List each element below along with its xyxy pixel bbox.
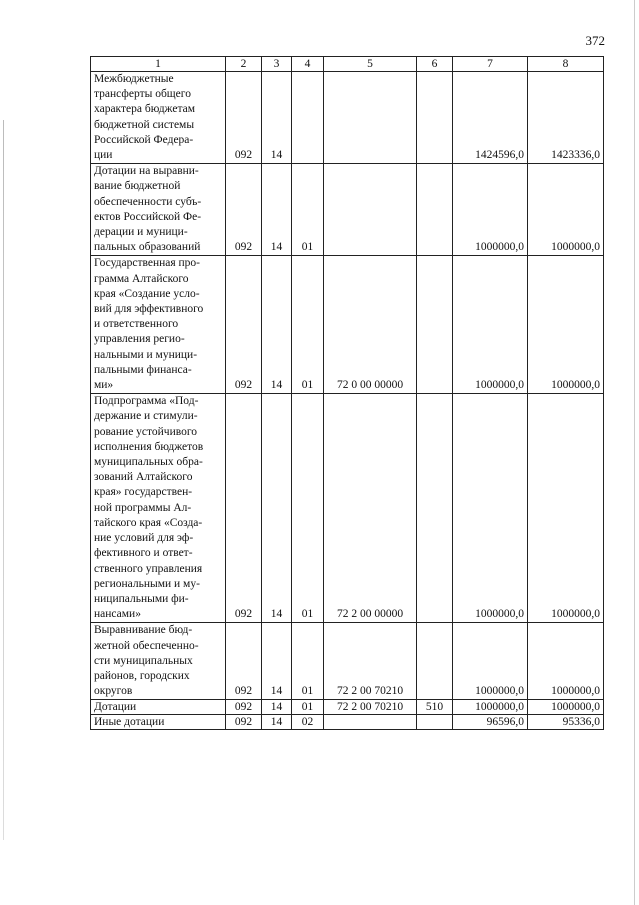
row-name: Выравнивание бюд- жетной обеспеченно- сти муниципальных районов, городских округов — [91, 623, 226, 700]
table-row — [91, 700, 604, 715]
column-header: 8 — [528, 57, 604, 72]
target-code — [324, 715, 417, 730]
scan-edge-right — [634, 0, 635, 905]
section-code: 14 — [262, 700, 292, 715]
amount-col7: 1000000,0 — [453, 256, 528, 394]
table-row — [91, 72, 604, 164]
amount-col8: 1000000,0 — [528, 623, 604, 700]
amount-col8: 1000000,0 — [528, 700, 604, 715]
row-name: Иные дотации — [91, 715, 226, 730]
column-header: 3 — [262, 57, 292, 72]
column-header: 4 — [292, 57, 324, 72]
section-code: 14 — [262, 394, 292, 623]
ministry-code: 092 — [226, 256, 262, 394]
row-name: Дотации — [91, 700, 226, 715]
amount-col7: 1000000,0 — [453, 394, 528, 623]
section-code: 14 — [262, 256, 292, 394]
section-code: 14 — [262, 164, 292, 256]
subsection-code: 01 — [292, 256, 324, 394]
expense-type-code — [417, 164, 453, 256]
expense-type-code — [417, 623, 453, 700]
expense-type-code — [417, 72, 453, 164]
table-header-row — [91, 57, 604, 72]
table-row — [91, 394, 604, 623]
target-code: 72 2 00 70210 — [324, 623, 417, 700]
table-row — [91, 164, 604, 256]
row-name: Государственная про- грамма Алтайского края «Создание усло- вий для эффективного и ответственного управления регио- нальными и муници- пальными финанса- ми» — [91, 256, 226, 394]
table-row — [91, 623, 604, 700]
subsection-code: 01 — [292, 700, 324, 715]
row-name: Дотации на выравни- вание бюджетной обеспеченности субъ- ектов Российской Фе- дерации и муници- пальных образований — [91, 164, 226, 256]
table-row — [91, 256, 604, 394]
amount-col8: 1000000,0 — [528, 394, 604, 623]
target-code: 72 0 00 00000 — [324, 256, 417, 394]
expense-type-code: 510 — [417, 700, 453, 715]
amount-col8: 95336,0 — [528, 715, 604, 730]
row-name: Подпрограмма «Под- держание и стимули- рование устойчивого исполнения бюджетов муниципальных обра- зований Алтайского края» государствен- ной программы Ал- тайского края «Созда- ние условий для эф- фективного и ответ- ственного управления региональными и му- ниципальными фи- нансами» — [91, 394, 226, 623]
target-code: 72 2 00 70210 — [324, 700, 417, 715]
column-header: 2 — [226, 57, 262, 72]
expense-type-code — [417, 394, 453, 623]
ministry-code: 092 — [226, 715, 262, 730]
amount-col7: 1000000,0 — [453, 700, 528, 715]
subsection-code: 01 — [292, 164, 324, 256]
expense-type-code — [417, 256, 453, 394]
page-number: 372 — [585, 33, 605, 48]
amount-col8: 1000000,0 — [528, 256, 604, 394]
subsection-code — [292, 72, 324, 164]
section-code: 14 — [262, 715, 292, 730]
amount-col8: 1000000,0 — [528, 164, 604, 256]
section-code: 14 — [262, 72, 292, 164]
ministry-code: 092 — [226, 72, 262, 164]
section-code: 14 — [262, 623, 292, 700]
column-header: 5 — [324, 57, 417, 72]
expense-type-code — [417, 715, 453, 730]
row-name: Межбюджетные трансферты общего характера бюджетам бюджетной системы Российской Федера- ции — [91, 72, 226, 164]
table-row — [91, 715, 604, 730]
column-header: 1 — [91, 57, 226, 72]
target-code: 72 2 00 00000 — [324, 394, 417, 623]
scan-edge-left — [3, 120, 4, 840]
subsection-code: 02 — [292, 715, 324, 730]
column-header: 7 — [453, 57, 528, 72]
subsection-code: 01 — [292, 623, 324, 700]
ministry-code: 092 — [226, 623, 262, 700]
amount-col7: 1424596,0 — [453, 72, 528, 164]
target-code — [324, 164, 417, 256]
amount-col8: 1423336,0 — [528, 72, 604, 164]
budget-table — [90, 56, 604, 730]
column-header: 6 — [417, 57, 453, 72]
target-code — [324, 72, 417, 164]
subsection-code: 01 — [292, 394, 324, 623]
amount-col7: 1000000,0 — [453, 623, 528, 700]
amount-col7: 1000000,0 — [453, 164, 528, 256]
ministry-code: 092 — [226, 394, 262, 623]
amount-col7: 96596,0 — [453, 715, 528, 730]
ministry-code: 092 — [226, 164, 262, 256]
ministry-code: 092 — [226, 700, 262, 715]
